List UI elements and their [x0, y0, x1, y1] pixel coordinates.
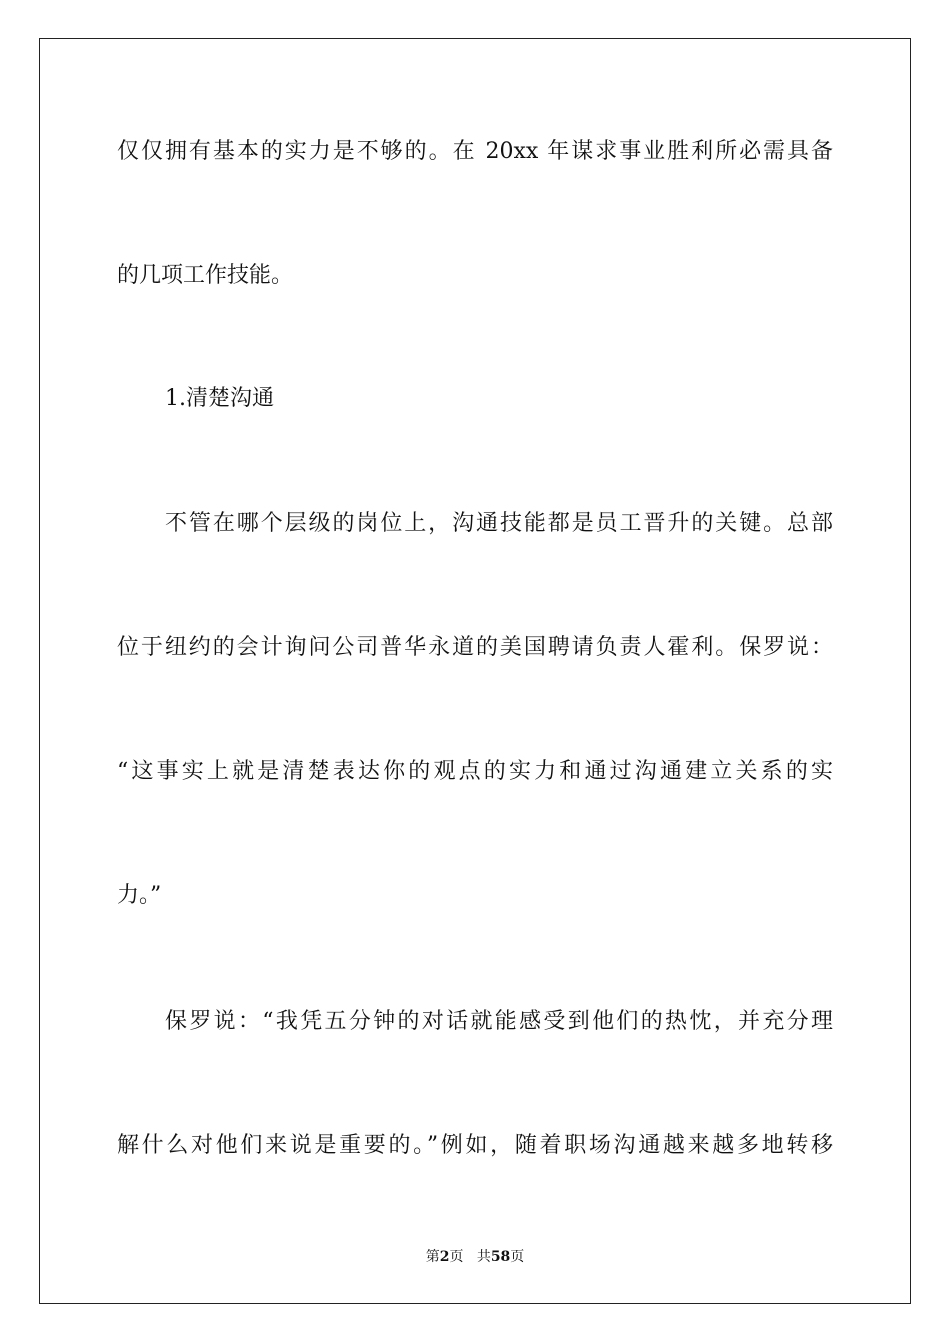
- body-line-3: 不管在哪个层级的岗位上，沟通技能都是员工晋升的关键。总部: [165, 511, 833, 536]
- footer-total-pages: 58: [490, 1249, 511, 1265]
- body-line-1: 仅仅拥有基本的实力是不够的。在 20xx 年谋求事业胜利所必需具备: [117, 139, 833, 164]
- footer-page-number: 2: [439, 1249, 450, 1265]
- body-line-5: “这事实上就是清楚表达你的观点的实力和通过沟通建立关系的实: [117, 759, 833, 784]
- section-heading: 1.清楚沟通: [165, 386, 274, 411]
- page-border: [39, 38, 911, 1304]
- footer-page-prefix: 第: [425, 1249, 440, 1265]
- body-line-6: 力。”: [117, 883, 162, 908]
- body-line-2: 的几项工作技能。: [117, 263, 294, 288]
- page-footer: [0, 1248, 950, 1266]
- footer-total-suffix: 页: [510, 1249, 525, 1265]
- footer-page-suffix: 页: [449, 1249, 464, 1265]
- body-line-7: 保罗说：“我凭五分钟的对话就能感受到他们的热忱，并充分理: [165, 1009, 833, 1034]
- body-line-8: 解什么对他们来说是重要的。”例如，随着职场沟通越来越多地转移: [117, 1133, 833, 1158]
- footer-total-prefix: 共: [476, 1249, 491, 1265]
- body-line-4: 位于纽约的会计询问公司普华永道的美国聘请负责人霍利。保罗说：: [117, 635, 833, 660]
